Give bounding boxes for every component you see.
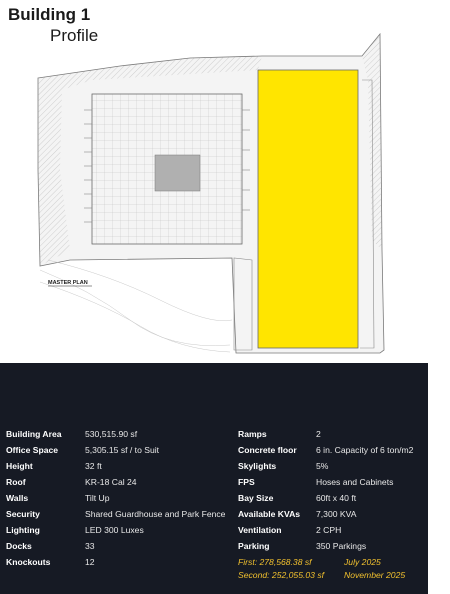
page-subtitle: Profile (50, 26, 99, 45)
spec-label: Height (6, 461, 33, 471)
spec-label: Ventilation (238, 525, 282, 535)
spec-value: 530,515.90 sf (85, 429, 138, 439)
spec-label: Walls (6, 493, 29, 503)
spec-label: Knockouts (6, 557, 51, 567)
spec-panel (0, 363, 428, 594)
phase-area: First: 278,568.38 sf (238, 557, 312, 567)
spec-value: 5% (316, 461, 329, 471)
spec-label: Roof (6, 477, 26, 487)
spec-value: Tilt Up (85, 493, 110, 503)
spec-value: 6 in. Capacity of 6 ton/m2 (316, 445, 414, 455)
spec-value: 2 (316, 429, 321, 439)
phase-date: July 2025 (344, 557, 381, 567)
spec-value: 60ft x 40 ft (316, 493, 357, 503)
spec-value: 350 Parkings (316, 541, 367, 551)
building-1-footprint (258, 70, 358, 348)
spec-row (0, 491, 428, 506)
spec-row (0, 443, 428, 458)
spec-label: Lighting (6, 525, 40, 535)
spec-label: Skylights (238, 461, 277, 471)
spec-label: Available KVAs (238, 509, 301, 519)
spec-value: 12 (85, 557, 95, 567)
spec-row (0, 568, 428, 583)
spec-value: 33 (85, 541, 95, 551)
spec-value: LED 300 Luxes (85, 525, 144, 535)
spec-value: 7,300 KVA (316, 509, 357, 519)
spec-label: Ramps (238, 429, 267, 439)
spec-value: 2 CPH (316, 525, 342, 535)
spec-label: Concrete floor (238, 445, 297, 455)
master-plan-label: MASTER PLAN (48, 280, 88, 286)
spec-label: FPS (238, 477, 255, 487)
spec-value: KR-18 Cal 24 (85, 477, 137, 487)
spec-label: Bay Size (238, 493, 274, 503)
spec-row (0, 459, 428, 474)
spec-row (0, 539, 428, 554)
master-plan-drawing (0, 20, 450, 360)
spec-label: Parking (238, 541, 270, 551)
spec-row (0, 523, 428, 538)
contour-lines (40, 260, 232, 352)
existing-building-core (155, 155, 200, 191)
spec-row (0, 427, 428, 442)
phase-area: Second: 252,055.03 sf (238, 570, 325, 580)
phase-date: November 2025 (344, 570, 406, 580)
spec-row (0, 507, 428, 522)
spec-value: Hoses and Cabinets (316, 477, 394, 487)
spec-value: 32 ft (85, 461, 102, 471)
page-title: Building 1 (8, 5, 91, 24)
spec-row (0, 475, 428, 490)
spec-label: Docks (6, 541, 32, 551)
spec-value: Shared Guardhouse and Park Fence (85, 509, 226, 519)
spec-label: Building Area (6, 429, 62, 439)
spec-value: 5,305.15 sf / to Suit (85, 445, 160, 455)
spec-label: Security (6, 509, 40, 519)
spec-label: Office Space (6, 445, 59, 455)
